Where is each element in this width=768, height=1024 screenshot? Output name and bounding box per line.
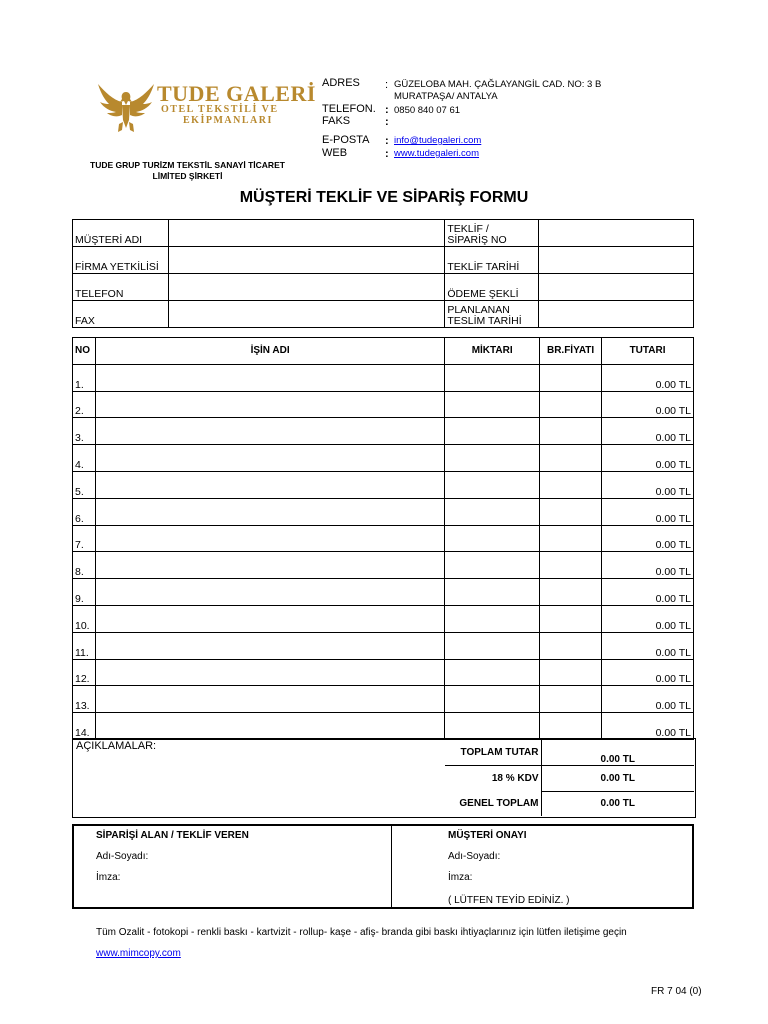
total-cell: 0.00 TL — [602, 364, 694, 391]
company-contact-label: FİRMA YETKİLİSİ — [73, 247, 169, 274]
job-name-cell[interactable] — [95, 525, 444, 552]
receiver-name-label: Adı-Soyadı: — [96, 851, 149, 862]
row-no: 11. — [73, 632, 96, 659]
email-link[interactable]: info@tudegaleri.com — [394, 135, 482, 146]
job-name-cell[interactable] — [95, 686, 444, 713]
customer-name-field[interactable] — [168, 220, 444, 247]
customer-info-table — [72, 219, 694, 328]
customer-signature-label: İmza: — [448, 872, 473, 883]
vat-label: 18 % KDV — [491, 773, 539, 784]
confirm-note: ( LÜTFEN TEYİD EDİNİZ. ) — [448, 895, 570, 906]
footer-link[interactable]: www.mimcopy.com — [96, 948, 181, 959]
job-name-cell[interactable] — [95, 498, 444, 525]
row-no: 7. — [73, 525, 96, 552]
notes-label: AÇIKLAMALAR: — [76, 740, 157, 752]
receiver-signature-label: İmza: — [96, 872, 121, 883]
quantity-cell[interactable] — [445, 525, 540, 552]
logo-subtitle: OTEL TEKSTİLİ VE — [161, 104, 279, 115]
company-contact-field[interactable] — [168, 247, 444, 274]
colon: : — [385, 116, 389, 128]
quantity-cell[interactable] — [445, 579, 540, 606]
job-name-cell[interactable] — [95, 552, 444, 579]
address-value: MURATPAŞA/ ANTALYA — [394, 91, 498, 102]
job-name-cell[interactable] — [95, 418, 444, 445]
phone-field[interactable] — [168, 274, 444, 301]
col-header-total: TUTARI — [602, 338, 694, 365]
grand-total-value: 0.00 TL — [541, 791, 694, 816]
total-cell: 0.00 TL — [602, 525, 694, 552]
table-row — [73, 686, 694, 713]
row-no: 6. — [73, 498, 96, 525]
total-cell: 0.00 TL — [602, 471, 694, 498]
table-row — [73, 713, 694, 740]
job-name-cell[interactable] — [95, 605, 444, 632]
total-cell: 0.00 TL — [602, 632, 694, 659]
offer-date-label: TEKLİF TARİHİ — [445, 247, 539, 274]
unit-price-cell[interactable] — [540, 498, 602, 525]
colon: : — [385, 135, 389, 147]
table-row — [73, 364, 694, 391]
row-no: 4. — [73, 445, 96, 472]
vat-value: 0.00 TL — [541, 766, 694, 792]
fax-label: FAKS — [322, 115, 351, 127]
row-no: 14. — [73, 713, 96, 740]
unit-price-cell[interactable] — [540, 659, 602, 686]
web-label: WEB — [322, 147, 348, 159]
total-cell: 0.00 TL — [602, 686, 694, 713]
page-title: MÜŞTERİ TEKLİF VE SİPARİŞ FORMU — [239, 189, 529, 206]
job-name-cell[interactable] — [95, 713, 444, 740]
row-no: 3. — [73, 418, 96, 445]
quantity-cell[interactable] — [445, 498, 540, 525]
customer-name-label: MÜŞTERİ ADI — [73, 220, 169, 247]
row-no: 8. — [73, 552, 96, 579]
quantity-cell[interactable] — [445, 713, 540, 740]
totals-table — [445, 740, 694, 816]
table-row — [73, 418, 694, 445]
phone-label: TELEFON. — [322, 103, 376, 115]
logo-subtitle: EKİPMANLARI — [183, 115, 273, 126]
total-cell: 0.00 TL — [602, 659, 694, 686]
row-no: 5. — [73, 471, 96, 498]
offer-date-field[interactable] — [539, 247, 694, 274]
company-logo — [95, 78, 316, 136]
payment-method-field[interactable] — [539, 274, 694, 301]
phone-label: TELEFON — [73, 274, 169, 301]
total-cell: 0.00 TL — [602, 391, 694, 418]
unit-price-cell[interactable] — [540, 579, 602, 606]
email-label: E-POSTA — [322, 134, 370, 146]
unit-price-cell[interactable] — [540, 418, 602, 445]
job-name-cell[interactable] — [95, 391, 444, 418]
unit-price-cell[interactable] — [540, 445, 602, 472]
unit-price-cell[interactable] — [540, 713, 602, 740]
quantity-cell[interactable] — [445, 418, 540, 445]
table-row — [73, 659, 694, 686]
row-no: 12. — [73, 659, 96, 686]
payment-method-label: ÖDEME ŞEKLİ — [445, 274, 539, 301]
row-no: 1. — [73, 364, 96, 391]
table-row — [73, 445, 694, 472]
colon: : — [385, 104, 389, 116]
col-header-unit-price: BR.FİYATI — [540, 338, 602, 365]
items-table — [72, 337, 694, 740]
total-cell: 0.00 TL — [602, 552, 694, 579]
offer-no-field[interactable] — [539, 220, 694, 247]
eagle-icon — [95, 78, 157, 136]
job-name-cell[interactable] — [95, 579, 444, 606]
quantity-cell[interactable] — [445, 471, 540, 498]
fax-field[interactable] — [168, 301, 444, 328]
unit-price-cell[interactable] — [540, 525, 602, 552]
total-cell: 0.00 TL — [602, 418, 694, 445]
colon: : — [385, 79, 389, 91]
quantity-cell[interactable] — [445, 632, 540, 659]
unit-price-cell[interactable] — [540, 552, 602, 579]
col-header-job-name: İŞİN ADI — [95, 338, 444, 365]
table-row — [73, 579, 694, 606]
address-label: ADRES — [322, 77, 360, 89]
job-name-cell[interactable] — [95, 364, 444, 391]
row-no: 10. — [73, 605, 96, 632]
receiver-title: SİPARİŞİ ALAN / TEKLİF VEREN — [96, 830, 249, 841]
col-header-quantity: MİKTARI — [445, 338, 540, 365]
total-cell: 0.00 TL — [602, 445, 694, 472]
customer-name-label: Adı-Soyadı: — [448, 851, 501, 862]
offer-no-label: TEKLİF / SİPARİŞ NO — [445, 220, 539, 247]
total-cell: 0.00 TL — [602, 605, 694, 632]
row-no: 2. — [73, 391, 96, 418]
table-row — [73, 525, 694, 552]
form-code: FR 7 04 (0) — [651, 986, 702, 997]
unit-price-cell[interactable] — [540, 686, 602, 713]
quantity-cell[interactable] — [445, 686, 540, 713]
subtotal-value: 0.00 TL — [541, 740, 694, 766]
delivery-date-label: PLANLANAN TESLİM TARİHİ — [445, 301, 539, 328]
table-row — [73, 552, 694, 579]
logo-title: TUDE GALERİ — [157, 81, 316, 106]
unit-price-cell[interactable] — [540, 391, 602, 418]
web-link[interactable]: www.tudegaleri.com — [394, 148, 480, 159]
address-value: GÜZELOBA MAH. ÇAĞLAYANGİL CAD. NO: 3 B — [394, 79, 602, 90]
quantity-cell[interactable] — [445, 605, 540, 632]
fax-label: FAX — [73, 301, 169, 328]
row-no: 9. — [73, 579, 96, 606]
unit-price-cell[interactable] — [540, 471, 602, 498]
delivery-date-field[interactable] — [539, 301, 694, 328]
quantity-cell[interactable] — [445, 445, 540, 472]
quantity-cell[interactable] — [445, 391, 540, 418]
total-cell: 0.00 TL — [602, 713, 694, 740]
unit-price-cell[interactable] — [540, 605, 602, 632]
table-row — [73, 605, 694, 632]
job-name-cell[interactable] — [95, 445, 444, 472]
col-header-no: NO — [73, 338, 96, 365]
table-row — [73, 471, 694, 498]
unit-price-cell[interactable] — [540, 632, 602, 659]
table-row — [73, 391, 694, 418]
total-cell: 0.00 TL — [602, 498, 694, 525]
total-cell: 0.00 TL — [602, 579, 694, 606]
quantity-cell[interactable] — [445, 552, 540, 579]
unit-price-cell[interactable] — [540, 364, 602, 391]
colon: : — [385, 148, 389, 160]
company-name: TUDE GRUP TURİZM TEKSTİL SANAYİ TİCARET LİMİTED ŞİRKETİ — [90, 160, 285, 181]
footer-text: Tüm Ozalit - fotokopi - renkli baskı - kartvizit - rollup- kaşe - afiş- branda gibi baskı ihtiyaçlarınız için lütfen iletişime geçin — [96, 927, 627, 938]
job-name-cell[interactable] — [95, 471, 444, 498]
table-row — [73, 632, 694, 659]
subtotal-label: TOPLAM TUTAR — [445, 740, 541, 766]
table-row — [73, 498, 694, 525]
job-name-cell[interactable] — [95, 632, 444, 659]
customer-approval-title: MÜŞTERİ ONAYI — [448, 830, 527, 841]
quantity-cell[interactable] — [445, 364, 540, 391]
phone-value: 0850 840 07 61 — [394, 105, 461, 116]
row-no: 13. — [73, 686, 96, 713]
quantity-cell[interactable] — [445, 659, 540, 686]
divider — [391, 824, 392, 909]
job-name-cell[interactable] — [95, 659, 444, 686]
grand-total-label: GENEL TOPLAM — [459, 798, 539, 809]
